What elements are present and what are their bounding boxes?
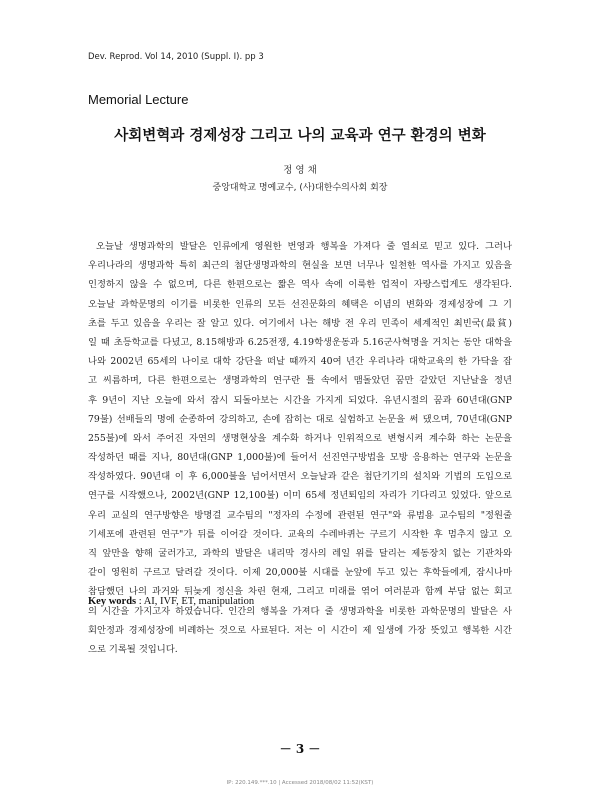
section-label: Memorial Lecture [88,92,189,107]
abstract-line: 79불) 선배들의 명에 순종하여 강의하고, 손에 잡히는 대로 실험하고 논문을 써 댔으며, 70년대(GNP [88,413,512,425]
paper-title: 사회변혁과 경제성장 그리고 나의 교육과 연구 환경의 변화 [114,127,486,144]
keywords [88,596,254,607]
abstract-line: 후 9년이 지난 오늘에 와서 잠시 되돌아보는 시간을 가지게 되었다. 유년시절의 꿈과 60년대(GNP [88,394,512,406]
abstract-line: 우리 교실의 연구방향은 방명걸 교수팀의 "정자의 수정에 관련된 연구"와 류범용 교수팀의 "정원줄 [88,509,512,521]
abstract-line: 나와 2002년 65세의 나이로 대학 강단을 떠날 때까지 40여 년간 우리나라 대학교육의 한 가닥을 잡 [88,356,512,368]
abstract-line: 기세포에 관련된 연구"가 뒤를 이어갈 것이다. 교육의 수레바퀴는 구르기 시작한 후 멈추지 않고 오 [88,528,512,540]
access-note: IP: 220.149.***.10 | Accessed 2018/08/02 11:52(KST) [226,780,374,786]
keywords-label: Key words [88,596,137,607]
abstract-line: 작성하던 때를 지나, 80년대(GNP 1,000불)에 들어서 선진연구방법을 모방 응용하는 연구와 논문을 [88,452,512,464]
keywords-value: : AI, IVF, ET, manipulation [138,596,255,607]
abstract-line: 오늘날 과학문명의 이기를 비롯한 인류의 모든 선진문화의 혜택은 이념의 변화와 경제성장에 그 기 [88,298,512,310]
abstract-line: 우리나라의 생명과학 특히 최근의 첨단생명과학의 현실을 보면 너무나 일천한 역사를 가지고 있음을 [88,260,512,272]
abstract-line: 연구를 시작했으나, 2002년(GNP 12,100불) 이미 65세 정년퇴임의 자리가 기다리고 있었다. 앞으로 [88,490,512,502]
abstract-line: 오늘날 생명과학의 발달은 인류에게 영원한 번영과 행복을 가져다 줄 열쇠로 믿고 있다. 그러나 [96,241,512,252]
abstract-line: 인정하지 않을 수 없으며, 다른 한편으로는 짧은 역사 속에 이룩한 업적이 자랑스럽게도 생각된다. [88,279,512,291]
abstract-line: 참담했던 나의 과거와 뒤늦게 정신을 차린 현재, 그리고 미래를 엮어 여러분과 함께 부담 없는 회고 [88,586,512,598]
page-number: － 3 － [279,742,321,756]
author-name: 정 영 채 [283,165,317,176]
journal-citation: Dev. Reprod. Vol 14, 2010 (Suppl. I). pp 3 [88,52,264,62]
abstract-line: 같이 영원히 구르고 달려갈 것이다. 이제 20,000불 시대를 눈앞에 두고 있는 후학들에게, 잠시나마 [88,567,512,579]
abstract-line: 255불)에 와서 주어진 자연의 생명현상을 계수화 하거나 인위적으로 변형시켜 계수화 하는 논문을 [88,432,512,444]
abstract-line: 일 때 초등학교를 다녔고, 8.15해방과 6.25전쟁, 4.19학생운동과 5.16군사혁명을 거치는 동안 대학을 [88,336,512,348]
abstract-line: 직 앞만을 향해 굴러가고, 과학의 발달은 내리막 경사의 레일 위를 달리는 제동장치 없는 기관차와 [88,548,512,559]
abstract-line: 회안정과 경제성장에 비례하는 것으로 사료된다. 저는 이 시간이 제 일생에 가장 뜻있고 행복한 시간 [88,624,512,636]
abstract-line: 으로 기록될 것입니다. [88,643,178,655]
abstract-line: 고 씨름하며, 다른 한편으로는 생명과학의 연구란 틀 속에서 맴돌았던 꿈만 같았던 지난날을 정년 [88,375,512,387]
abstract-line: 의 시간을 가지고자 하였습니다. 인간의 행복을 가져다 줄 생명과학을 비롯한 과학문명의 발달은 사 [88,605,512,617]
author-affiliation: 중앙대학교 명예교수, (사)대한수의사회 회장 [212,183,388,193]
abstract-line: 초를 두고 있음을 우리는 잘 알고 있다. 여기에서 나는 해방 전 우리 민족이 세계적인 최빈국(最貧) [88,317,512,329]
abstract-line: 작성하였다. 90년대 이 후 6,000불을 넘어서면서 오늘날과 같은 첨단기기의 설치와 기법의 도입으로 [88,471,512,483]
